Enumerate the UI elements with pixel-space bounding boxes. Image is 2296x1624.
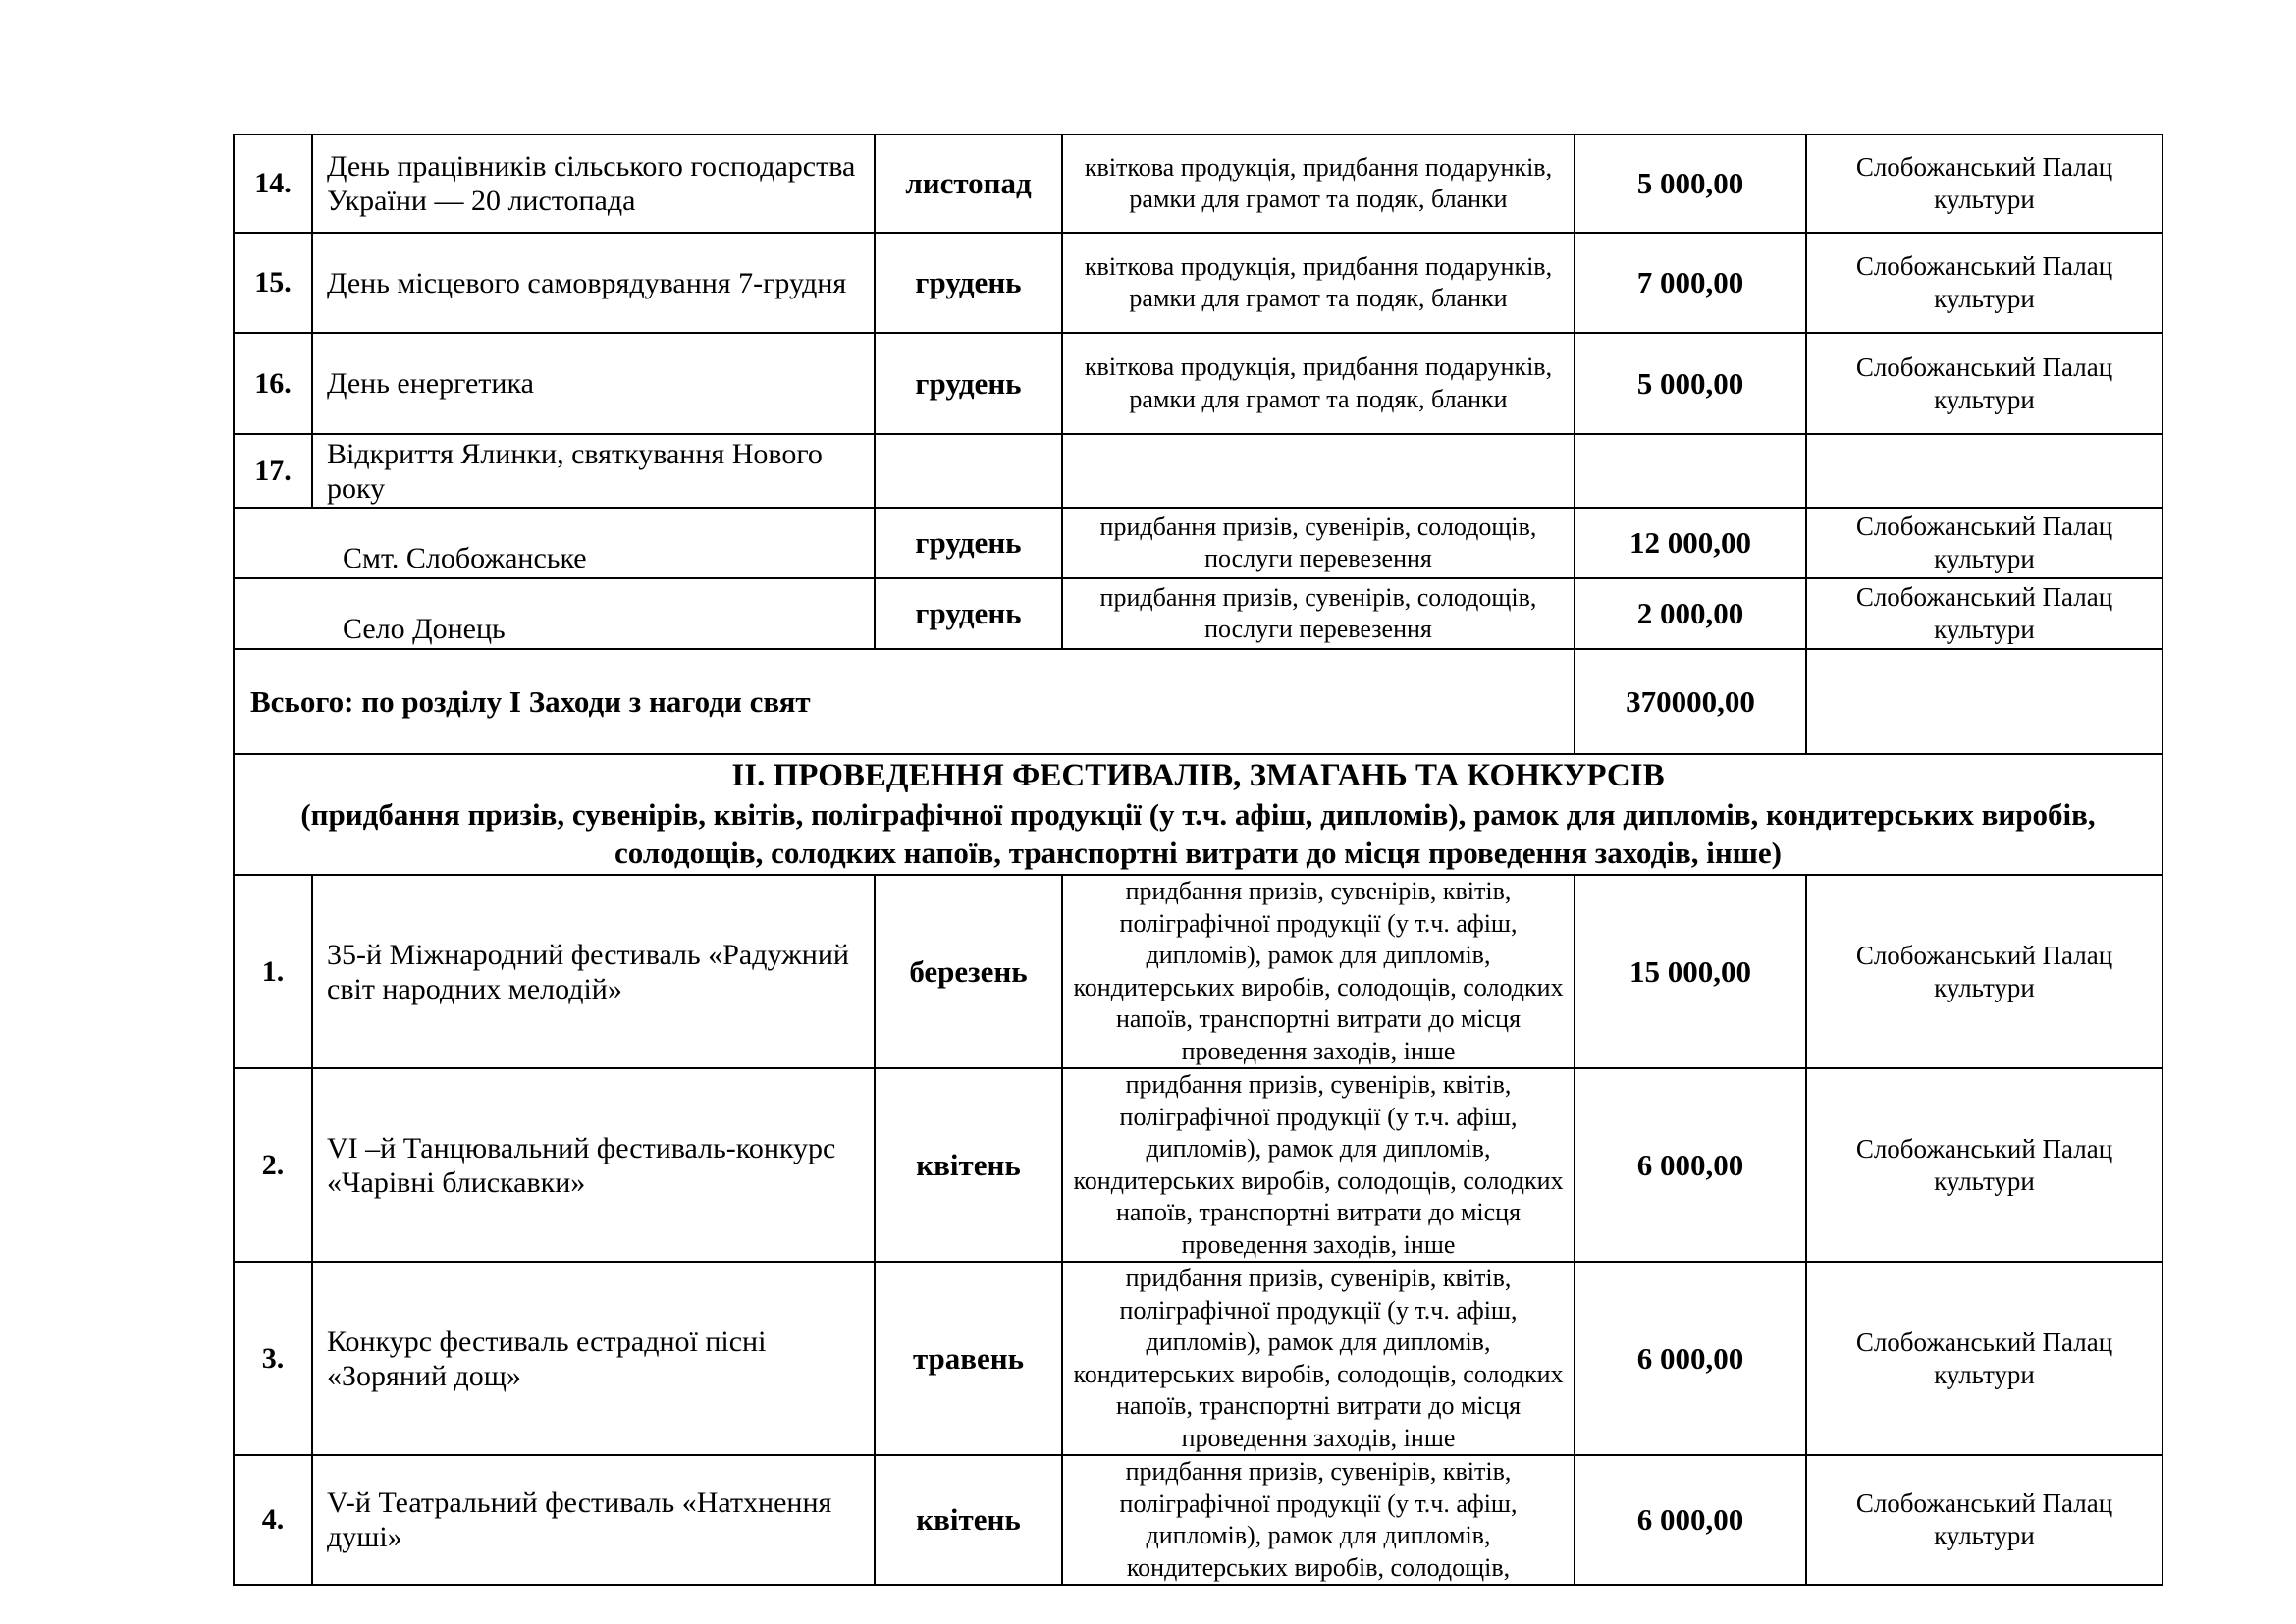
expense-description: придбання призів, сувенірів, солодощів, послуги перевезення	[1062, 508, 1575, 578]
location-name: Село Донець	[234, 578, 875, 649]
empty-cell	[1806, 434, 2163, 508]
table-row	[234, 1068, 2163, 1262]
event-name: Відкриття Ялинки, святкування Нового року	[312, 434, 875, 508]
event-name: VI –й Танцювальний фестиваль-конкурс «Чарівні блискавки»	[312, 1068, 875, 1262]
executor: Слобожанський Палац культури	[1806, 135, 2163, 233]
expense-description: придбання призів, сувенірів, квітів, поліграфічної продукції (у т.ч. афіш, дипломів), рамок для дипломів, кондитерських виробів, солодощів,	[1062, 1455, 1575, 1585]
row-number: 15.	[234, 233, 312, 333]
row-number: 16.	[234, 333, 312, 434]
table-row	[234, 875, 2163, 1068]
empty-cell	[875, 434, 1062, 508]
row-number: 14.	[234, 135, 312, 233]
table-row	[234, 1455, 2163, 1585]
event-month: квітень	[875, 1455, 1062, 1585]
section-header-row	[234, 754, 2163, 875]
amount: 5 000,00	[1575, 333, 1806, 434]
event-name: V-й Театральний фестиваль «Натхнення душі»	[312, 1455, 875, 1585]
event-name: День місцевого самоврядування 7-грудня	[312, 233, 875, 333]
event-month: грудень	[875, 578, 1062, 649]
table-row	[234, 233, 2163, 333]
event-name: Конкурс фестиваль естрадної пісні «Зоряний дощ»	[312, 1262, 875, 1455]
executor: Слобожанський Палац культури	[1806, 233, 2163, 333]
location-name: Смт. Слобожанське	[234, 508, 875, 578]
section-total-label: Всього: по розділу І Заходи з нагоди свят	[234, 649, 1575, 754]
amount: 6 000,00	[1575, 1455, 1806, 1585]
executor: Слобожанський Палац культури	[1806, 1455, 2163, 1585]
event-month: грудень	[875, 333, 1062, 434]
executor: Слобожанський Палац культури	[1806, 1262, 2163, 1455]
executor: Слобожанський Палац культури	[1806, 1068, 2163, 1262]
event-name: 35-й Міжнародний фестиваль «Радужний світ народних мелодій»	[312, 875, 875, 1068]
event-month: квітень	[875, 1068, 1062, 1262]
row-number: 4.	[234, 1455, 312, 1585]
expense-description: придбання призів, сувенірів, квітів, поліграфічної продукції (у т.ч. афіш, дипломів), рамок для дипломів, кондитерських виробів, солодощів, солодких напоїв, транспортні витрати до місця проведення заходів, інше	[1062, 875, 1575, 1068]
event-month: грудень	[875, 233, 1062, 333]
event-month: травень	[875, 1262, 1062, 1455]
section-total-row	[234, 649, 2163, 754]
amount: 5 000,00	[1575, 135, 1806, 233]
event-name: День енергетика	[312, 333, 875, 434]
row-number: 17.	[234, 434, 312, 508]
section-header	[234, 754, 2163, 875]
table-row	[234, 135, 2163, 233]
expense-description: придбання призів, сувенірів, квітів, поліграфічної продукції (у т.ч. афіш, дипломів), рамок для дипломів, кондитерських виробів, солодощів, солодких напоїв, транспортні витрати до місця проведення заходів, інше	[1062, 1262, 1575, 1455]
expense-description: квіткова продукція, придбання подарунків, рамки для грамот та подяк, бланки	[1062, 233, 1575, 333]
empty-cell	[1806, 649, 2163, 754]
executor: Слобожанський Палац культури	[1806, 578, 2163, 649]
row-number: 2.	[234, 1068, 312, 1262]
expense-description: квіткова продукція, придбання подарунків, рамки для грамот та подяк, бланки	[1062, 333, 1575, 434]
table-row	[234, 1262, 2163, 1455]
table-row	[234, 434, 2163, 508]
empty-cell	[1062, 434, 1575, 508]
executor: Слобожанський Палац культури	[1806, 875, 2163, 1068]
amount: 7 000,00	[1575, 233, 1806, 333]
amount: 12 000,00	[1575, 508, 1806, 578]
amount: 15 000,00	[1575, 875, 1806, 1068]
section-total-amount: 370000,00	[1575, 649, 1806, 754]
executor: Слобожанський Палац культури	[1806, 508, 2163, 578]
empty-cell	[1575, 434, 1806, 508]
event-month: листопад	[875, 135, 1062, 233]
row-number: 3.	[234, 1262, 312, 1455]
table-subrow	[234, 508, 2163, 578]
expense-description: придбання призів, сувенірів, солодощів, послуги перевезення	[1062, 578, 1575, 649]
row-number: 1.	[234, 875, 312, 1068]
event-month: грудень	[875, 508, 1062, 578]
event-name: День працівників сільського господарства України — 20 листопада	[312, 135, 875, 233]
executor: Слобожанський Палац культури	[1806, 333, 2163, 434]
expense-description: придбання призів, сувенірів, квітів, поліграфічної продукції (у т.ч. афіш, дипломів), рамок для дипломів, кондитерських виробів, солодощів, солодких напоїв, транспортні витрати до місця проведення заходів, інше	[1062, 1068, 1575, 1262]
event-month: березень	[875, 875, 1062, 1068]
section-subtitle: (придбання призів, сувенірів, квітів, поліграфічної продукції (у т.ч. афіш, дипломів), рамок для дипломів, кондитерських виробів, солодощів, солодких напоїв, транспортні витрати до місця проведення заходів, інше)	[300, 797, 2096, 870]
table-row	[234, 333, 2163, 434]
table-subrow	[234, 578, 2163, 649]
amount: 6 000,00	[1575, 1068, 1806, 1262]
amount: 6 000,00	[1575, 1262, 1806, 1455]
expense-description: квіткова продукція, придбання подарунків, рамки для грамот та подяк, бланки	[1062, 135, 1575, 233]
amount: 2 000,00	[1575, 578, 1806, 649]
events-budget-table	[233, 134, 2163, 1586]
section-title: ІІ. ПРОВЕДЕННЯ ФЕСТИВАЛІВ, ЗМАГАНЬ ТА КОНКУРСІВ	[731, 758, 1665, 793]
